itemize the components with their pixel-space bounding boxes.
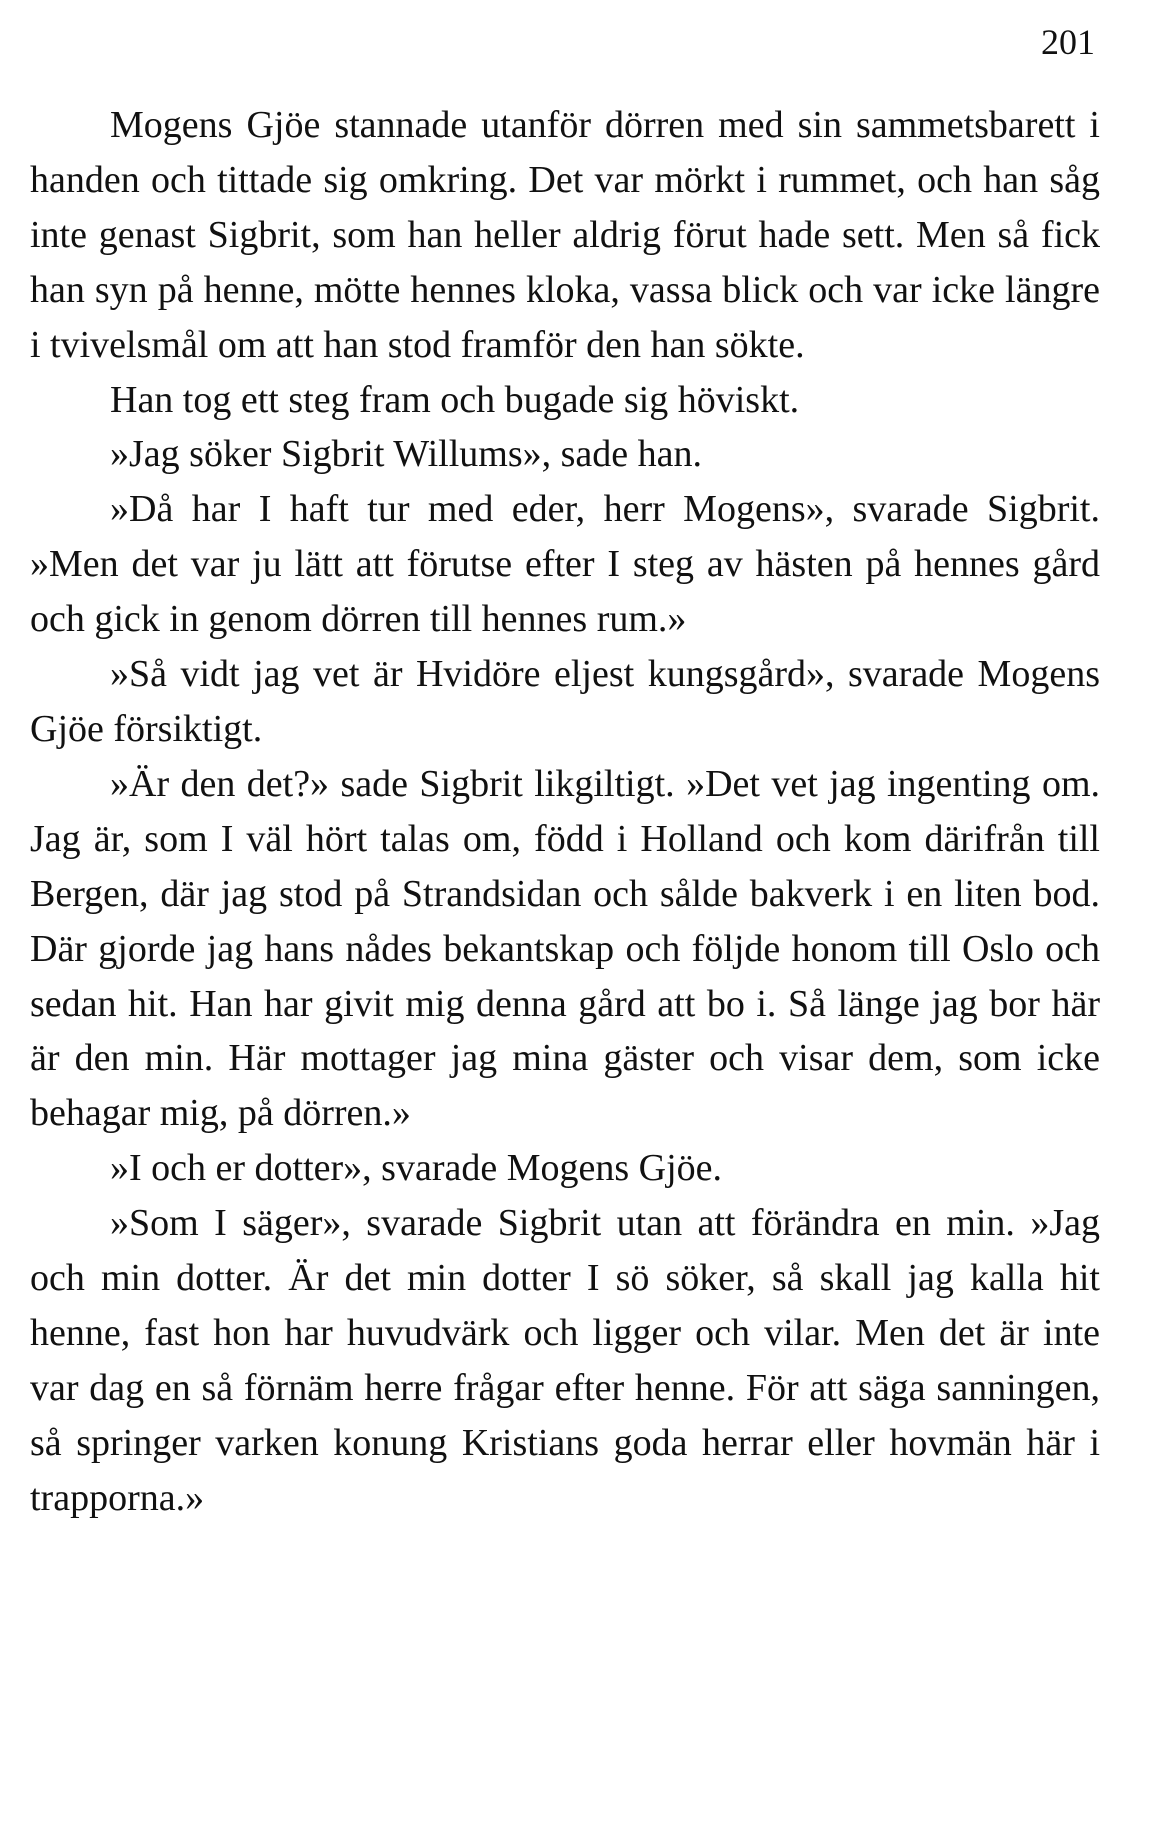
paragraph: »Som I säger», svarade Sigbrit utan att förändra en min. »Jag och min dotter. Är det min dotter I sö söker, så skall jag kalla hit henne, fast hon har huvudvärk och ligger och vilar. Men det är inte var dag en så förnäm herre frågar efter henne. För att säga sanningen, så springer varken konung Kristians goda herrar eller hovmän här i trapporna.» [30, 1202, 1100, 1519]
paragraph: »Är den det?» sade Sigbrit likgiltigt. »Det vet jag ingenting om. Jag är, som I väl hört talas om, född i Holland och kom därifrån till Bergen, där jag stod på Strandsidan och sålde bakverk i en liten bod. Där gjorde jag hans nådes bekantskap och följde honom till Oslo och sedan hit. Han har givit mig denna gård att bo i. Så länge jag bor här är den min. Här mottager jag mina gäster och visar dem, som icke behagar mig, på dörren.» [30, 762, 1100, 1135]
paragraph: »Då har I haft tur med eder, herr Mogens», svarade Sigbrit. »Men det var ju lätt att förutse efter I steg av hästen på hennes gård och gick in genom dörren till hennes rum.» [30, 488, 1100, 641]
text-body [30, 98, 1100, 1526]
paragraph: Mogens Gjöe stannade utanför dörren med sin sammetsbarett i handen och tittade sig omkring. Det var mörkt i rummet, och han såg inte genast Sigbrit, som han heller aldrig förut hade sett. Men så fick han syn på henne, mötte hennes kloka, vassa blick och var icke längre i tvivelsmål om att han stod framför den han sökte. [30, 104, 1100, 366]
paragraph: »Jag söker Sigbrit Willums», sade han. [110, 433, 702, 476]
paragraph: Han tog ett steg fram och bugade sig höviskt. [110, 378, 800, 421]
paragraph: »Så vidt jag vet är Hvidöre eljest kungsgård», svarade Mogens Gjöe försiktigt. [30, 653, 1100, 750]
paragraph: »I och er dotter», svarade Mogens Gjöe. [110, 1147, 723, 1190]
page-number: 201 [1041, 22, 1095, 62]
